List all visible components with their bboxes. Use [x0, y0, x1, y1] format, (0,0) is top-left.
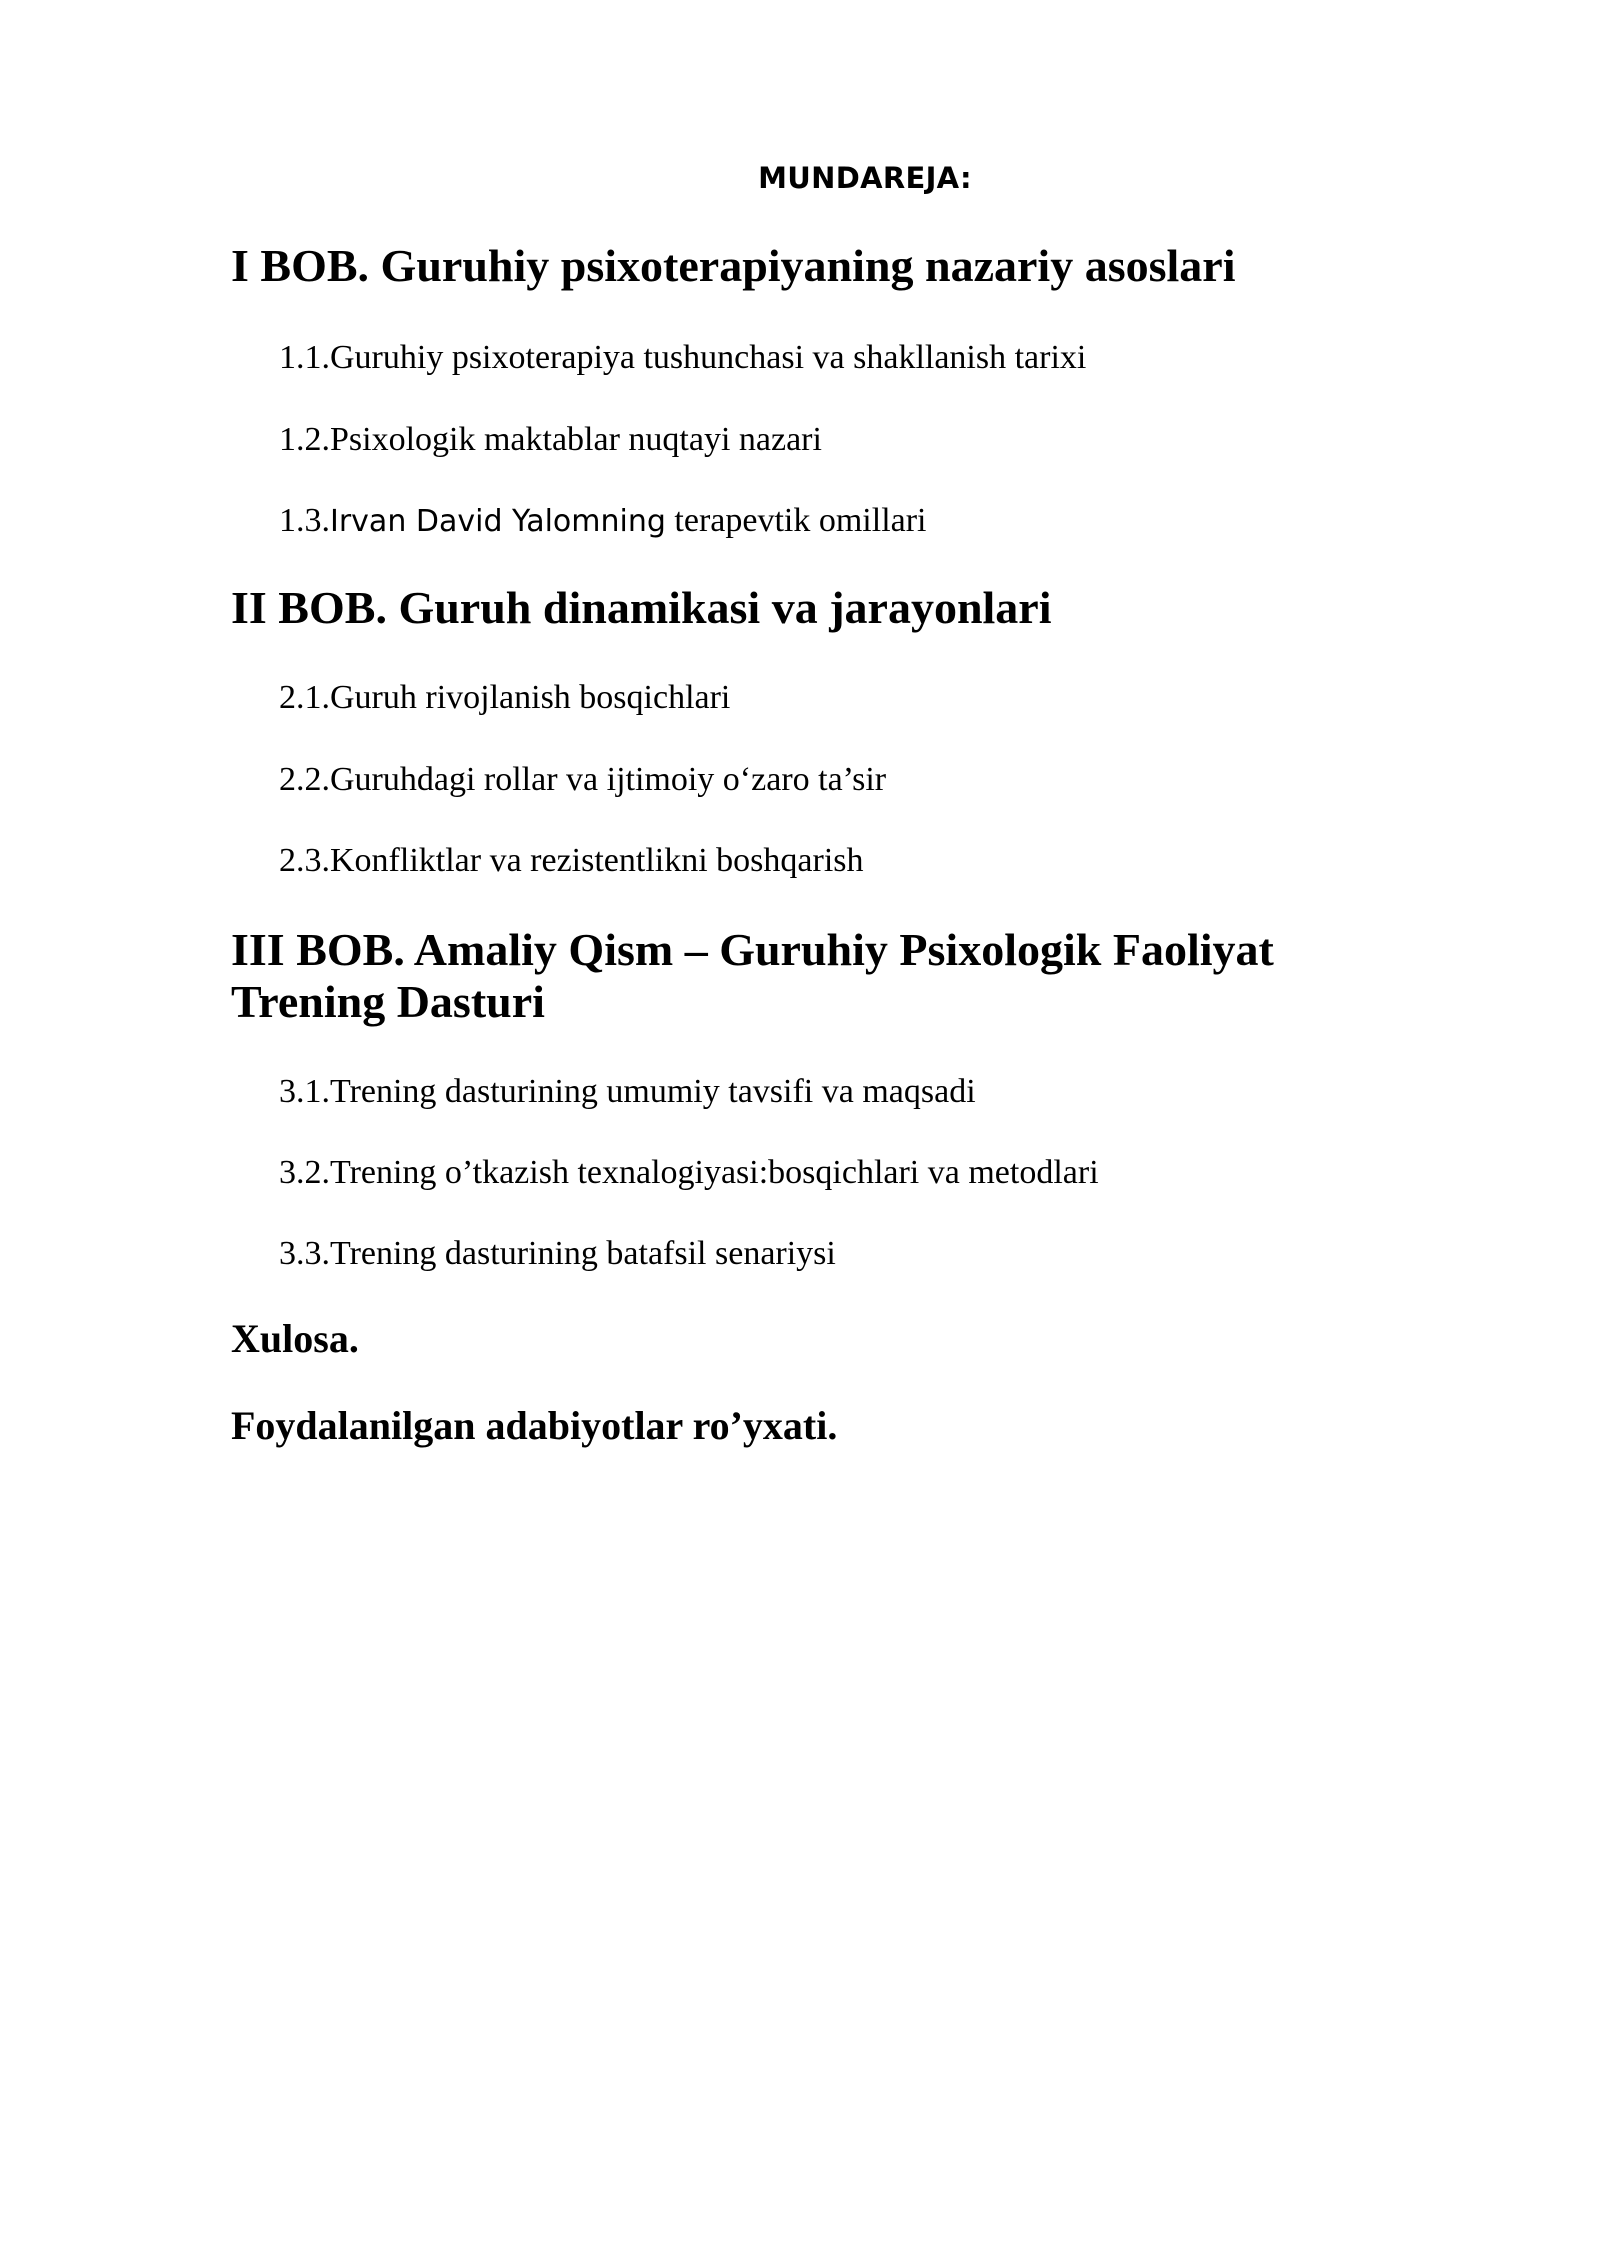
- section-number: 1.3.: [279, 502, 330, 539]
- section-3-2: [279, 1153, 1379, 1193]
- section-2-1: [279, 678, 1379, 718]
- contents-title: MUNDAREJA:: [758, 161, 972, 195]
- section-1-3: [279, 501, 1379, 542]
- section-title: Psixologik maktablar nuqtayi nazari: [330, 421, 822, 458]
- section-title: Trening dasturining umumiy tavsifi va maqsadi: [330, 1073, 976, 1110]
- chapter-1-heading: I BOB. Guruhiy psixoterapiyaning nazariy asoslari: [231, 240, 1236, 291]
- section-title: Guruhiy psixoterapiya tushunchasi va shakllanish tarixi: [330, 339, 1087, 376]
- section-number: 2.2.: [279, 761, 330, 798]
- section-3-1: [279, 1072, 1379, 1112]
- section-title: Guruhdagi rollar va ijtimoiy o‘zaro ta’sir: [330, 761, 887, 798]
- chapter-3-heading-line-1: III BOB. Amaliy Qism – Guruhiy Psixologik Faoliyat: [231, 924, 1274, 975]
- section-title: Konfliktlar va rezistentlikni boshqarish: [330, 842, 864, 879]
- section-number: 1.2.: [279, 421, 330, 458]
- section-author-name: Irvan David Yalomning: [330, 504, 666, 539]
- section-2-3: [279, 841, 1379, 881]
- section-number: 3.3.: [279, 1235, 330, 1272]
- section-title: terapevtik omillari: [665, 502, 927, 539]
- references-entry: Foydalanilgan adabiyotlar ro’yxati.: [231, 1403, 838, 1448]
- chapter-3-heading-line-2: Trening Dasturi: [231, 976, 545, 1027]
- section-title: Guruh rivojlanish bosqichlari: [330, 679, 731, 716]
- section-number: 2.1.: [279, 679, 330, 716]
- chapter-3-heading: [231, 924, 1381, 1028]
- section-number: 3.1.: [279, 1073, 330, 1110]
- section-2-2: [279, 760, 1379, 800]
- section-title: Trening dasturining batafsil senariysi: [330, 1235, 836, 1272]
- section-number: 1.1.: [279, 339, 330, 376]
- section-title: Trening o’tkazish texnalogiyasi:bosqichlari va metodlari: [330, 1154, 1099, 1191]
- chapter-2-heading: II BOB. Guruh dinamikasi va jarayonlari: [231, 582, 1052, 633]
- section-number: 3.2.: [279, 1154, 330, 1191]
- section-number: 2.3.: [279, 842, 330, 879]
- section-1-1: [279, 338, 1379, 378]
- conclusion-entry: Xulosa.: [231, 1316, 359, 1361]
- section-3-3: [279, 1234, 1379, 1274]
- section-1-2: [279, 420, 1379, 460]
